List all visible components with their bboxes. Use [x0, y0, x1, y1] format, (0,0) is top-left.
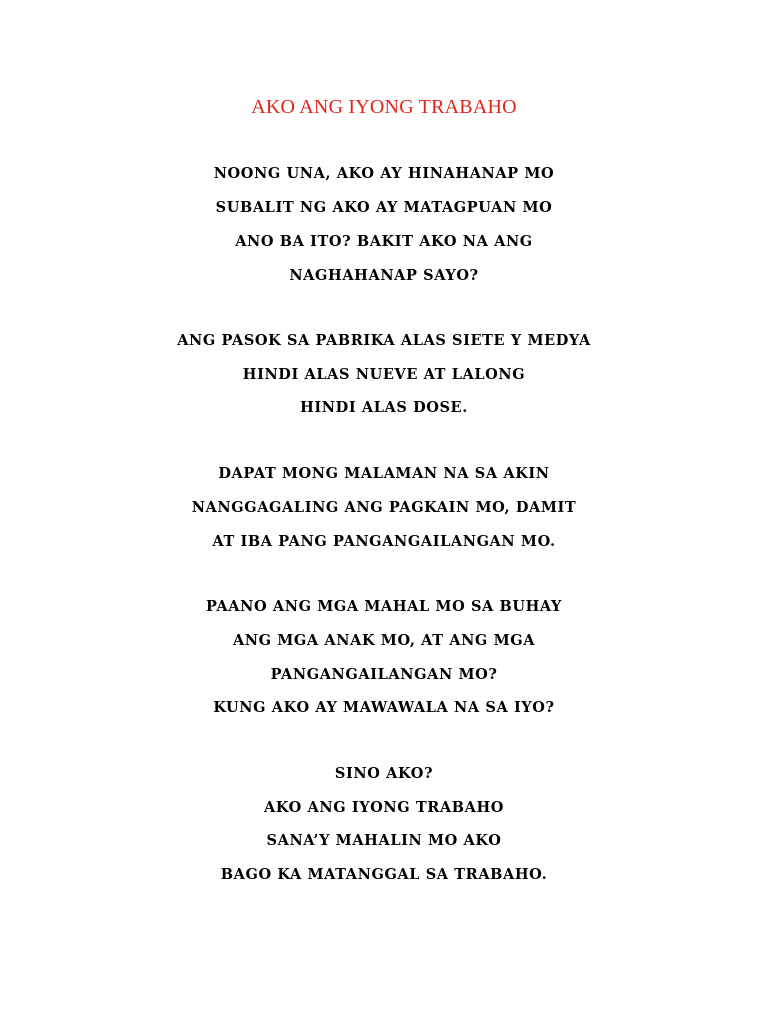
stanza-2-line-1: ANG PASOK SA PABRIKA ALAS SIETE Y MEDYA [177, 332, 591, 349]
stanza-5-line-1: SINO AKO? [334, 765, 434, 782]
stanza-1-line-4: NAGHAHANAP SAYO? [289, 267, 479, 284]
stanza-2-line-3: HINDI ALAS DOSE. [300, 399, 468, 416]
stanza-1-line-3: ANO BA ITO? BAKIT AKO NA ANG [235, 233, 533, 250]
stanza-3-line-1: DAPAT MONG MALAMAN NA SA AKIN [218, 465, 550, 482]
stanza-5-line-2: AKO ANG IYONG TRABAHO [263, 799, 505, 816]
stanza-4-line-3: PANGANGAILANGAN MO? [270, 666, 498, 683]
stanza-3-line-2: NANGGAGALING ANG PAGKAIN MO, DAMIT [191, 499, 577, 516]
stanza-4-line-2: ANG MGA ANAK MO, AT ANG MGA [232, 632, 536, 649]
stanza-2-line-2: HINDI ALAS NUEVE AT LALONG [242, 366, 526, 383]
stanza-1-line-1: NOONG UNA, AKO AY HINAHANAP MO [213, 165, 555, 182]
stanza-4-line-1: PAANO ANG MGA MAHAL MO SA BUHAY [205, 598, 563, 615]
stanza-3-line-3: AT IBA PANG PANGANGAILANGAN MO. [212, 533, 556, 550]
stanza-4-line-4: KUNG AKO AY MAWAWALA NA SA IYO? [213, 699, 555, 716]
stanza-1-line-2: SUBALIT NG AKO AY MATAGPUAN MO [215, 199, 553, 216]
stanza-5-line-3: SANA’Y MAHALIN MO AKO [266, 832, 502, 849]
stanza-5-line-4: BAGO KA MATANGGAL SA TRABAHO. [220, 866, 548, 883]
poem-title: AKO ANG IYONG TRABAHO [251, 96, 517, 118]
